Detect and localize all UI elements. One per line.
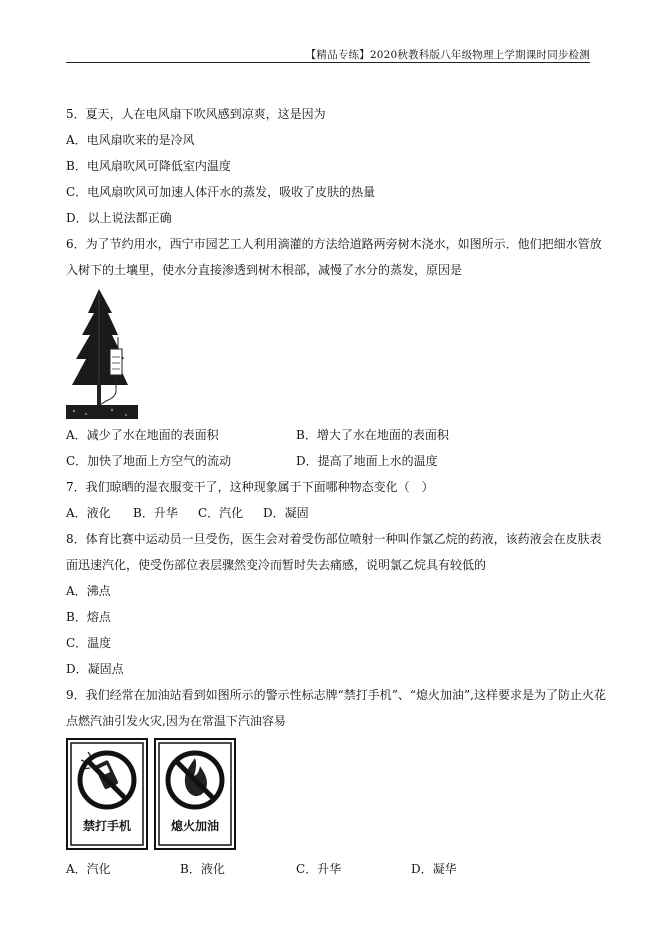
q6-stem-line2: 入树下的土壤里，使水分直接渗透到树木根部，减慢了水分的蒸发，原因是	[66, 263, 463, 277]
q7-option-d: D．凝固	[263, 506, 309, 520]
q8-option-b: B．熔点	[66, 610, 111, 624]
q8-option-d: D．凝固点	[66, 662, 124, 676]
q6-option-d: D．提高了地面上水的温度	[296, 454, 438, 468]
q5-option-a: A．电风扇吹来的是冷风	[66, 133, 195, 147]
q9-stem-line2: 点燃汽油引发火灾,因为在常温下汽油容易	[66, 714, 286, 728]
q5-option-b: B．电风扇吹风可降低室内温度	[66, 159, 231, 173]
q7-stem: 7．我们晾晒的湿衣服变干了，这种现象属于下面哪种物态变化（ ）	[66, 480, 434, 494]
q9-option-b: B．液化	[180, 862, 225, 876]
q9-option-d: D．凝华	[411, 862, 457, 876]
warning-signs-figure	[66, 738, 238, 850]
q8-option-c: C．温度	[66, 636, 112, 650]
soil-ground	[66, 405, 138, 419]
q5-option-d: D．以上说法都正确	[66, 211, 172, 225]
q6-option-a: A．减少了水在地面的表面积	[66, 428, 219, 442]
q6-option-c: C．加快了地面上方空气的流动	[66, 454, 232, 468]
q9-stem-line1: 9．我们经常在加油站看到如图所示的警示性标志牌“禁打手机”、“熄火加油”,这样要求是为了防止火花	[66, 688, 606, 702]
tree-icon	[72, 289, 128, 407]
header-rule	[66, 62, 590, 63]
q9-option-c: C．升华	[296, 862, 342, 876]
page-header: 【精品专练】2020秋教科版八年级物理上学期课时同步检测	[305, 49, 590, 61]
q9-option-a: A．汽化	[66, 862, 111, 876]
q8-stem-line1: 8．体育比赛中运动员一旦受伤，医生会对着受伤部位喷射一种叫作氯乙烷的药液，该药液会在皮肤表	[66, 532, 602, 546]
drip-irrigation-tree-figure	[66, 287, 138, 419]
q7-option-c: C．汽化	[198, 506, 244, 520]
no-phone-sign	[67, 739, 147, 849]
engine-off-sign-label: 熄火加油	[170, 819, 220, 833]
q6-option-b: B．增大了水在地面的表面积	[296, 428, 449, 442]
no-phone-sign-label: 禁打手机	[82, 819, 132, 833]
q8-option-a: A．沸点	[66, 584, 111, 598]
q5-option-c: C．电风扇吹风可加速人体汗水的蒸发，吸收了皮肤的热量	[66, 185, 376, 199]
engine-off-sign	[155, 739, 235, 849]
q6-stem-line1: 6．为了节约用水，西宁市园艺工人利用滴灌的方法给道路两旁树木浇水，如图所示．他们把细水管放	[66, 237, 602, 251]
q5-stem: 5．夏天，人在电风扇下吹风感到凉爽，这是因为	[66, 107, 326, 121]
q8-stem-line2: 面迅速汽化，使受伤部位表层骤然变冷而暂时失去痛感，说明氯乙烷具有较低的	[66, 558, 487, 572]
q7-option-b: B．升华	[133, 506, 178, 520]
q7-option-a: A．液化	[66, 506, 111, 520]
